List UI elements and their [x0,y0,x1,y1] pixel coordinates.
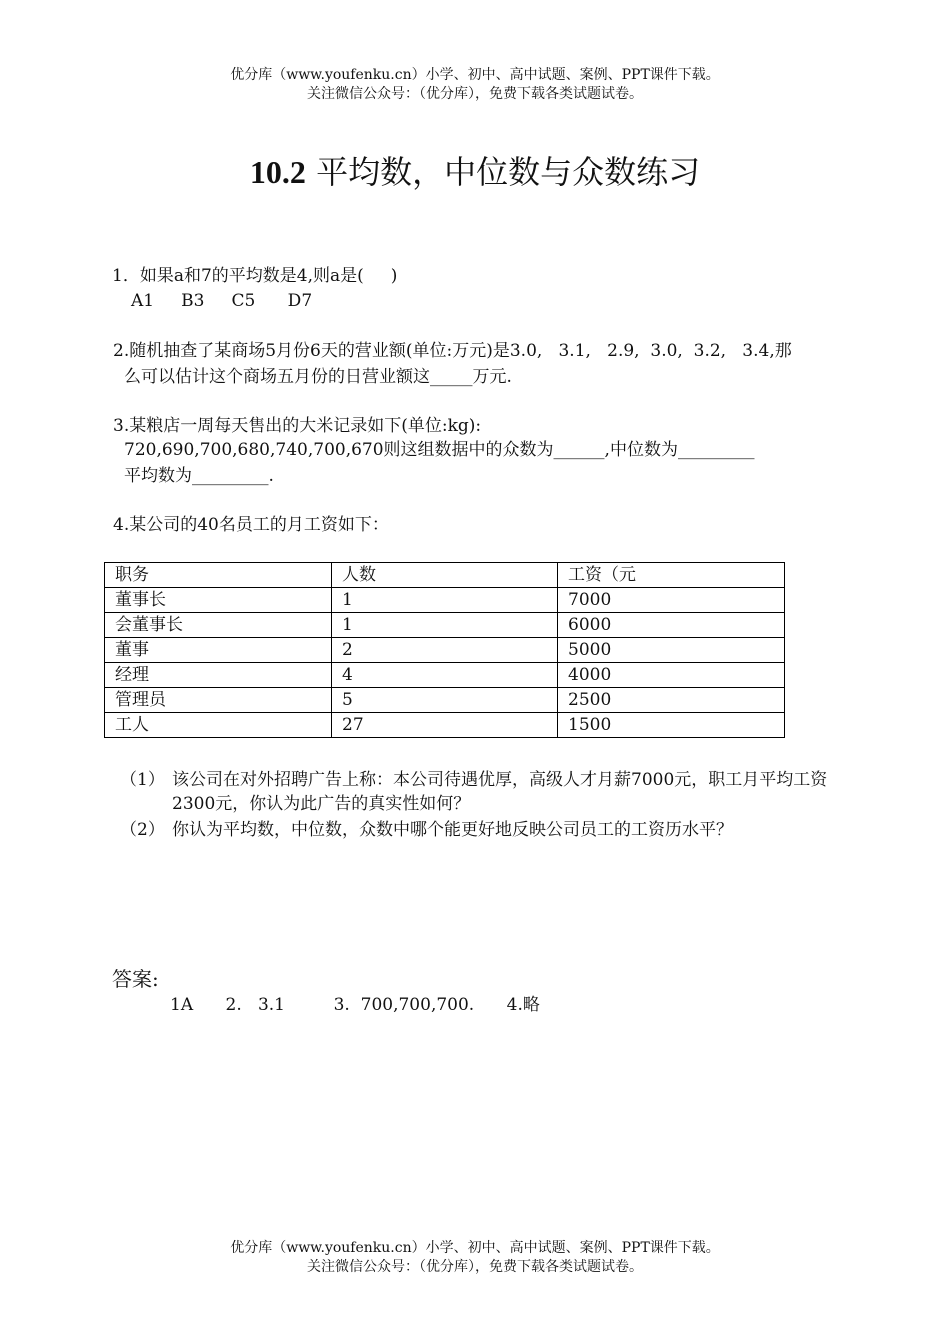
header-line-1: 优分库（www.youfenku.cn）小学、初中、高中试题、案例、PPT课件下载。 [230,67,720,83]
sub-question-1 [120,768,860,818]
q3-line-1: 3.某粮店一周每天售出的大米记录如下(单位:kg): [113,416,482,436]
q2-line-2: 么可以估计这个商场五月份的日营业额这_____万元. [124,367,512,387]
header-cell: 人数 [332,563,558,588]
table-row [105,713,785,738]
sub-question-number: （1） [120,770,165,790]
table-cell: 董事长 [105,588,332,613]
table-cell: 经理 [105,663,332,688]
salary-table [104,562,785,738]
table-cell: 2 [332,638,558,663]
table-row [105,613,785,638]
table-cell: 2500 [558,688,785,713]
title-number: 10.2 [249,154,306,190]
page-title [0,150,950,194]
q4-stem: 4.某公司的40名员工的月工资如下： [113,515,389,535]
q3-line-3: 平均数为_________. [124,466,274,486]
title-text: 平均数，中位数与众数练习 [316,153,701,191]
table-cell: 1500 [558,713,785,738]
page-footer [0,1239,950,1277]
sub-question-text: 该公司在对外招聘广告上称：本公司待遇优厚，高级人才月薪7000元，职工月平均工资2300元，你认为此广告的真实性如何？ [172,770,828,814]
header-line-2: 关注微信公众号：（优分库），免费下载各类试题试卷。 [307,86,643,102]
sub-question-2 [120,818,860,844]
q1-stem: 1．如果a和7的平均数是4,则a是( ) [112,266,398,286]
footer-line-2: 关注微信公众号：（优分库），免费下载各类试题试卷。 [307,1259,643,1275]
table-row [105,663,785,688]
table-cell: 4 [332,663,558,688]
table-cell: 27 [332,713,558,738]
header-cell: 职务 [105,563,332,588]
table-cell: 1 [332,613,558,638]
table-cell: 7000 [558,588,785,613]
table-row [105,688,785,713]
table-header-row [105,563,785,588]
page-header [0,66,950,104]
header-cell: 工资（元 [558,563,785,588]
table-cell: 会董事长 [105,613,332,638]
table-cell: 5 [332,688,558,713]
table-cell: 5000 [558,638,785,663]
table-cell: 6000 [558,613,785,638]
table-cell: 董事 [105,638,332,663]
table-row [105,638,785,663]
q3-line-2: 720,690,700,680,740,700,670则这组数据中的众数为______,中位数为_________ [124,440,755,460]
footer-line-1: 优分库（www.youfenku.cn）小学、初中、高中试题、案例、PPT课件下载。 [230,1240,720,1256]
sub-question-text: 你认为平均数，中位数，众数中哪个能更好地反映公司员工的工资历水平？ [172,820,733,840]
table-cell: 工人 [105,713,332,738]
table-cell: 管理员 [105,688,332,713]
answers-text: 1A 2. 3.1 3. 700,700,700. 4.略 [170,995,540,1015]
table-row [105,588,785,613]
table-cell: 1 [332,588,558,613]
q2-line-1: 2.随机抽查了某商场5月份6天的营业额(单位:万元)是3.0, 3.1, 2.9, 3.0, 3.2, 3.4,那 [113,341,792,361]
q1-options: A1 B3 C5 D7 [131,291,313,311]
answers-title: 答案: [112,967,159,991]
sub-question-number: （2） [120,820,165,840]
table-cell: 4000 [558,663,785,688]
